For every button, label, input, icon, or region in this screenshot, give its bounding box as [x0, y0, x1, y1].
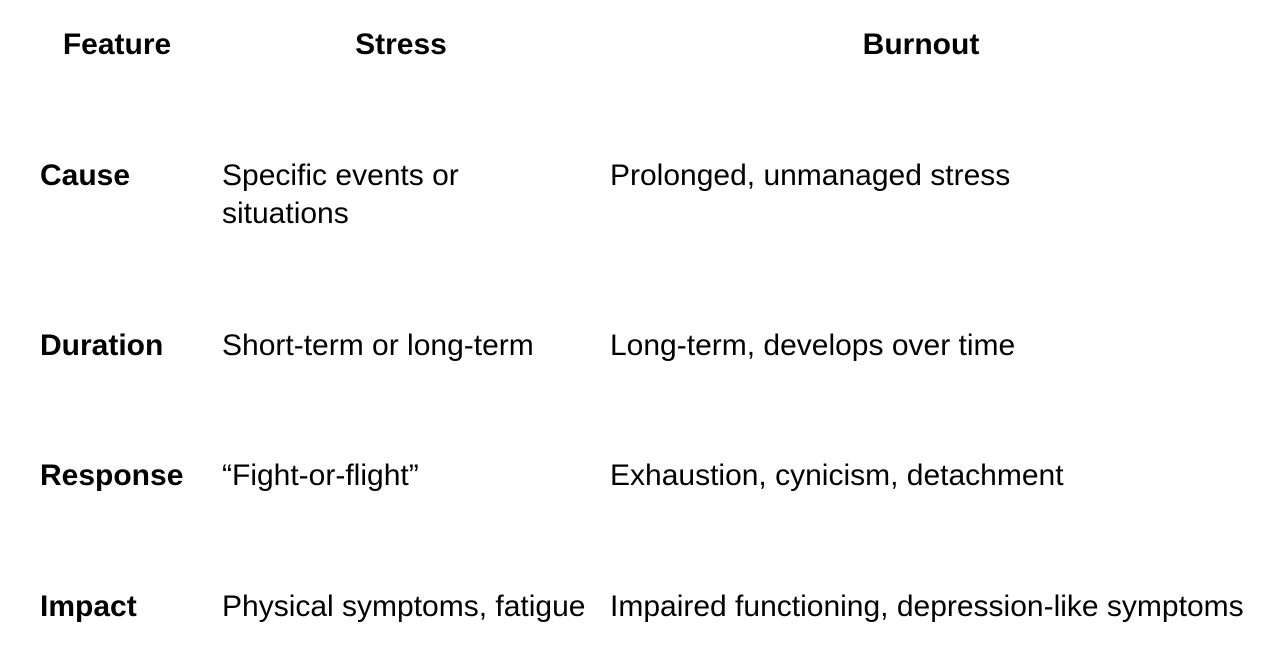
row-label-duration: Duration	[40, 329, 164, 362]
stress-cell: Short-term or long-term	[222, 329, 534, 362]
burnout-cell: Impaired functioning, depression-like symptoms	[610, 590, 1244, 623]
column-header-stress: Stress	[355, 28, 447, 61]
burnout-cell: Exhaustion, cynicism, detachment	[610, 459, 1064, 492]
row-label-impact: Impact	[40, 590, 137, 623]
stress-cell: “Fight-or-flight”	[222, 459, 419, 492]
stress-cell: Physical symptoms, fatigue	[222, 590, 586, 623]
stress-cell: Specific events or situations	[222, 159, 459, 230]
column-header-burnout: Burnout	[862, 28, 980, 61]
row-label-response: Response	[40, 459, 184, 492]
burnout-cell: Long-term, develops over time	[610, 329, 1016, 362]
burnout-cell: Prolonged, unmanaged stress	[610, 159, 1011, 192]
row-label-cause: Cause	[40, 159, 131, 192]
column-header-feature: Feature	[62, 28, 172, 61]
